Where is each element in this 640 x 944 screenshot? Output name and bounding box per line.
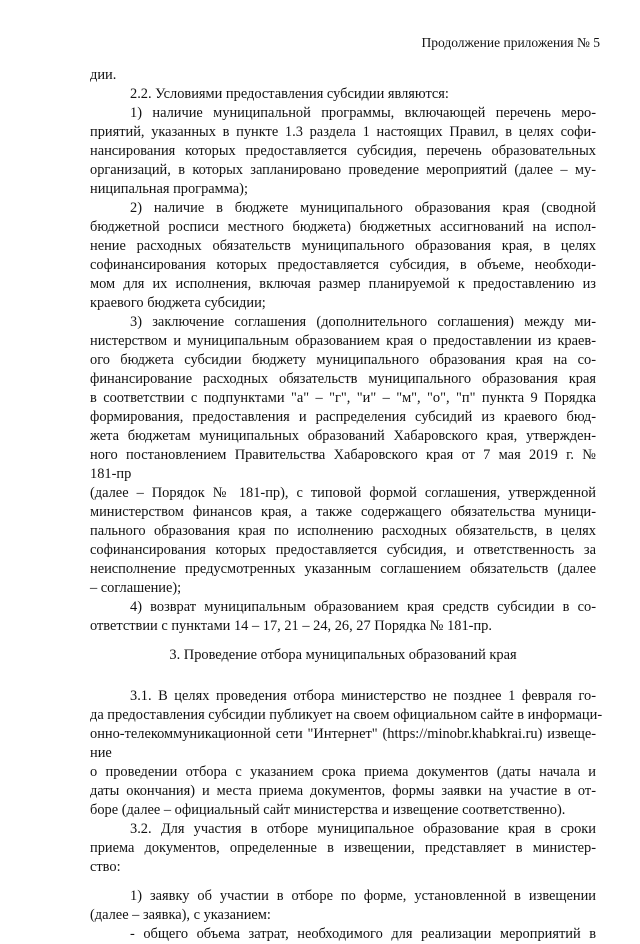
text-line: нансирования которых предоставляется субсидия, перечень образовательных [90,143,596,159]
paragraph-2-2-heading: 2.2. Условиями предоставления субсидии являются: [130,86,449,102]
section-3-heading: 3. Проведение отбора муниципальных образований края [169,647,517,663]
text-line: 181-пр [90,466,132,482]
text-line: 2) наличие в бюджете муниципального образования края (сводной [130,200,596,216]
text-line: жета бюджетам муниципальных образований Хабаровского края, утвержден- [90,428,596,444]
text-line: ние [90,745,112,761]
text-line: финансирование расходных обязательств муниципального образования края [90,371,596,387]
text-line: 3.2. Для участия в отборе муниципальное образование края в сроки [130,821,596,837]
text-line: приема документов, определенные в извещении, представляет в министер- [90,840,596,856]
text-line: онно-телекоммуникационной сети "Интернет" (https://minobr.khabkrai.ru) извеще- [90,726,596,742]
text-line: формирования, предоставления и распределения субсидий из краевого бюд- [90,409,596,425]
text-line: краевого бюджета субсидии; [90,295,266,311]
text-line: 1) заявку об участии в отборе по форме, установленной в извещении [130,888,596,904]
text-line: мом для их исполнения, включая размер планируемой к предоставлению из [90,276,596,292]
text-line: софинансирования которых предоставляется субсидия, и ответственность за [90,542,596,558]
text-line: 4) возврат муниципальным образованием края средств субсидии в со- [130,599,596,615]
text-line: 1) наличие муниципальной программы, включающей перечень меро- [130,105,596,121]
text-line: (далее – Порядок № 181-пр), с типовой формой соглашения, утвержденной [90,485,596,501]
text-line: ство: [90,859,121,875]
text-line: ого бюджета субсидии бюджету муниципального образования края на со- [90,352,596,368]
appendix-continuation-header: Продолжение приложения № 5 [421,35,600,50]
document-body [90,66,603,944]
text-line: 3.1. В целях проведения отбора министерство не позднее 1 февраля го- [130,688,596,704]
text-line: организаций, в которых запланировано проведение мероприятий (далее – му- [90,162,596,178]
text-line: в соответствии с подпунктами "а" – "г", "и" – "м", "о", "п" пункта 9 Порядка [90,390,596,406]
text-line: софинансирования которых предоставляется субсидия, в объеме, необходи- [90,257,596,273]
text-line: 3) заключение соглашения (дополнительного соглашения) между ми- [130,314,596,330]
text-line: ответствии с пунктами 14 – 17, 21 – 24, 26, 27 Порядка № 181-пр. [90,618,492,634]
text-line: пального образования края по исполнению расходных обязательств, в целях [90,523,596,539]
text-line: нение расходных обязательств муниципального образования края, в целях [90,238,596,254]
text-line: министерством финансов края, а также содержащего обязательства муници- [90,504,596,520]
text-line: – соглашение); [90,580,182,596]
text-line: (далее – заявка), с указанием: [90,907,271,923]
text-line: бюджетной росписи местного бюджета) бюджетных ассигнований на испол- [90,219,596,235]
text-line: ного постановлением Правительства Хабаровского края от 7 мая 2019 г. № [90,447,596,463]
text-line: ниципальная программа); [90,181,248,197]
text-line: о проведении отбора с указанием срока приема документов (даты начала и [90,764,596,780]
text-line: даты окончания) и места приема документов, формы заявки на участие в от- [90,783,596,799]
text-line: да предоставления субсидии публикует на своем официальном сайте в информаци- [90,707,603,723]
text-line: нистерством и муниципальным образованием края о предоставлении из краев- [90,333,596,349]
text-line: - общего объема затрат, необходимого для реализации мероприятий в [130,926,596,942]
text-line: боре (далее – официальный сайт министерства и извещение соответственно). [90,802,566,818]
text-line: приятий, указанных в пункте 1.3 раздела 1 настоящих Правил, в целях софи- [90,124,596,140]
text-line: неисполнение предусмотренных указанным соглашением обязательств (далее [90,561,596,577]
text-line: дии. [90,67,117,83]
